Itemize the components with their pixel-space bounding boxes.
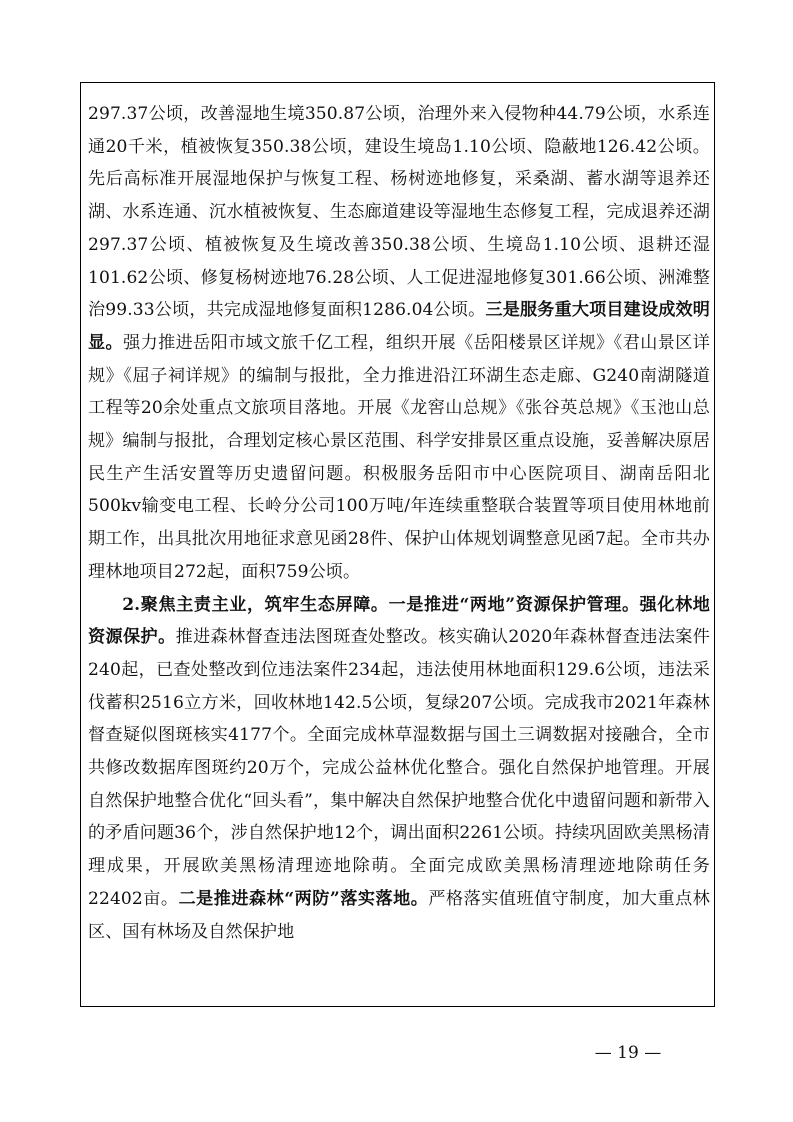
text-span: 严格落实值班值守制度，加大重点林区、国有林场及自然保护地: [88, 888, 710, 942]
page-number-text: — 19 —: [594, 1043, 662, 1063]
bold-heading: 三是服务重大项目建设成效明显。: [88, 300, 710, 353]
paragraph-ecological-barrier: [88, 589, 710, 949]
bold-heading: 二是推进森林“两防”落实落地。: [178, 888, 429, 909]
body-text: [88, 98, 710, 948]
text-span: 推进森林督查违法图斑查处整改。核实确认2020年森林督查违法案件240起，已查处整改到位违法案件234起，违法使用林地面积129.6公顷，违法采伐蓄积2516立方米，回收林地142.5公顷，复绿207公顷。完成我市2021年森林督查疑似图斑核实4177个。全面完成林草湿数据与国土三调数据对接融合，全市共修改数据库图斑约20万个，完成公益林优化整合。强化自然保护地管理。开展自然保护地整合优化“回头看”，集中解决自然保护地整合优化中遗留问题和新带入的矛盾问题36个，涉自然保护地12个，调出面积2261公顷。持续巩固欧美黑杨清理成果，开展欧美黑杨清理迹地除萌。全面完成欧美黑杨清理迹地除萌任务22402亩。: [88, 627, 710, 909]
text-span: 297.37公顷，改善湿地生境350.87公顷，治理外来入侵物种44.79公顷，水系连通20千米，植被恢复350.38公顷，建设生境岛1.10公顷、隐蔽地126.42公顷。先后高标准开展湿地保护与恢复工程、杨树迹地修复，采桑湖、蓄水湖等退养还湖、水系连通、沉水植被恢复、生态廊道建设等湿地生态修复工程，完成退养还湖297.37公顷、植被恢复及生境改善350.38公顷、生境岛1.10公顷、退耕还湿101.62公顷、修复杨树迹地76.28公顷、人工促进湿地修复301.66公顷、洲滩整治99.33公顷，共完成湿地修复面积1286.04公顷。: [88, 104, 710, 321]
paragraph-wetland-and-projects: [88, 98, 710, 589]
text-span: 强力推进岳阳市域文旅千亿工程，组织开展《岳阳楼景区详规》《君山景区详规》《屈子祠详规》的编制与报批，全力推进沿江环湖生态走廊、G240南湖隧道工程等20余处重点文旅项目落地。开展《龙窖山总规》《张谷英总规》《玉池山总规》编制与报批，合理划定核心景区范围、科学安排景区重点设施，妥善解决原居民生产生活安置等历史遗留问题。积极服务岳阳市中心医院项目、湖南岳阳北500kv输变电工程、长岭分公司100万吨/年连续重整联合装置等项目使用林地前期工作，出具批次用地征求意见函28件、保护山体规划调整意见函7起。全市共办理林地项目272起，面积759公顷。: [88, 332, 710, 582]
bold-heading: 2.聚焦主责主业，筑牢生态屏障。一是推进“两地”资源保护管理。强化林地资源保护。: [88, 594, 710, 648]
page-number: [0, 1043, 793, 1063]
